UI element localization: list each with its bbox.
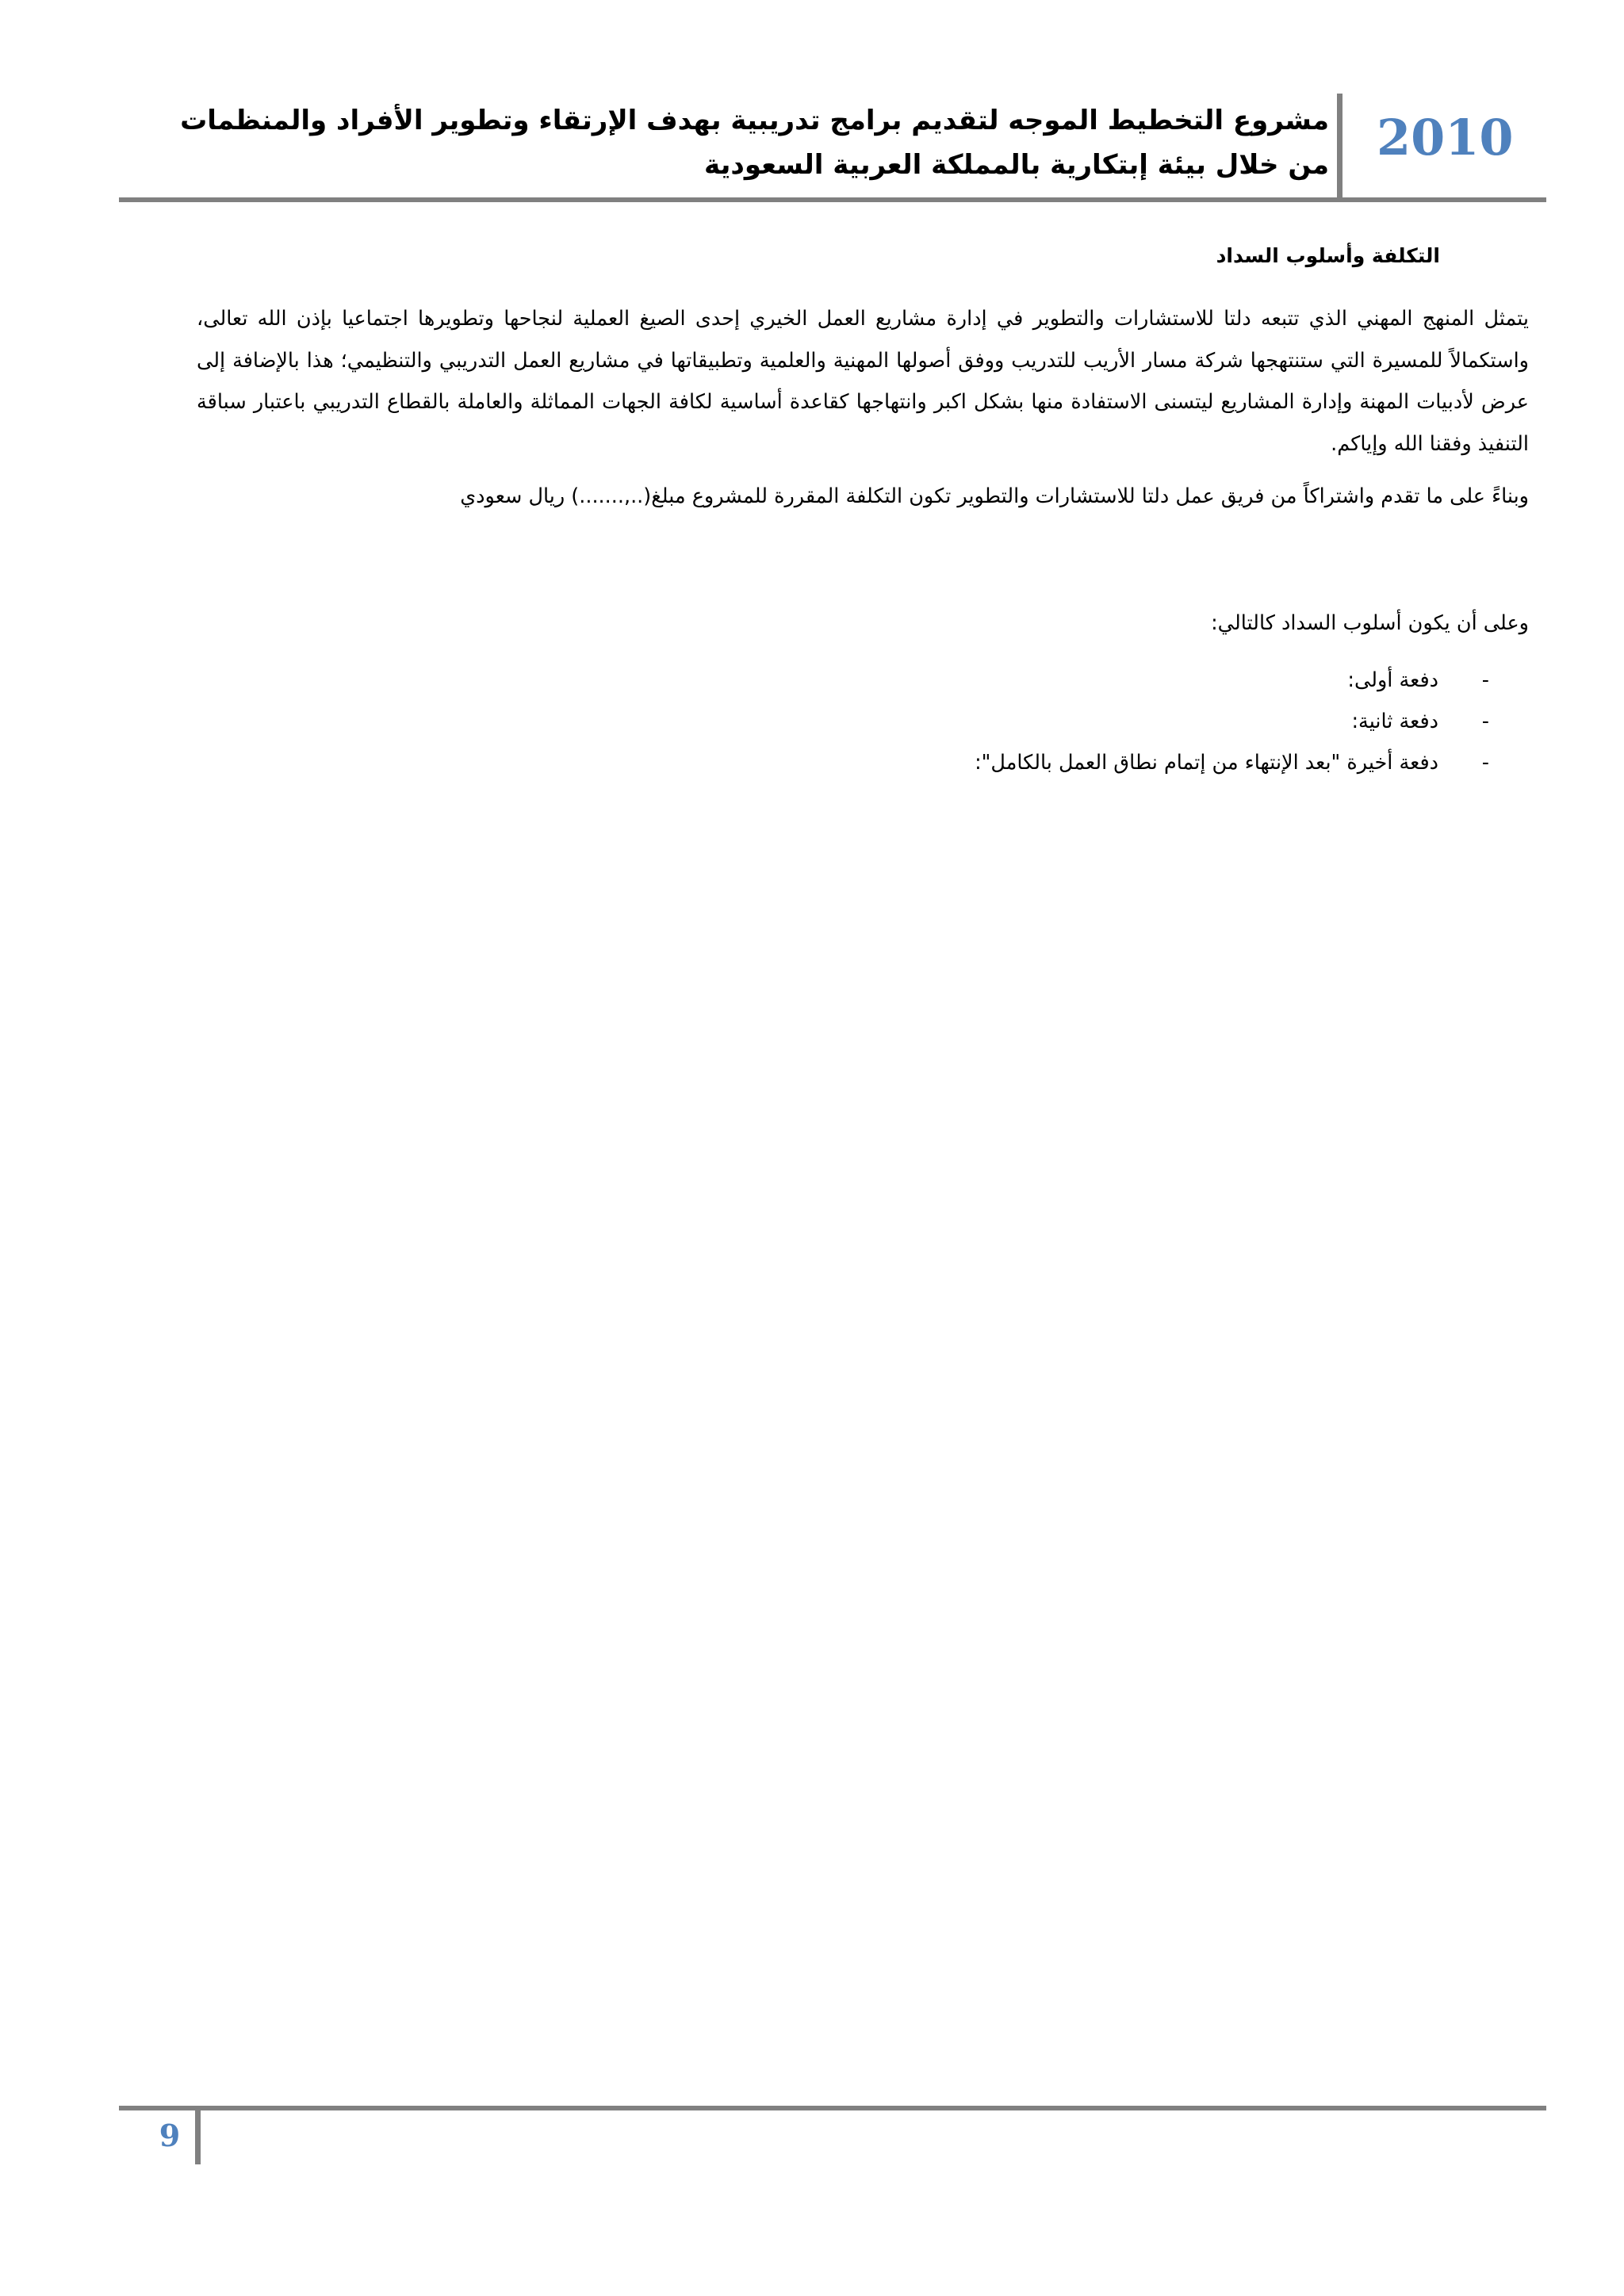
- header-divider: [119, 197, 1546, 202]
- list-dash: -: [1481, 668, 1489, 692]
- footer-divider: [119, 2106, 1546, 2110]
- list-dash: -: [1481, 751, 1489, 775]
- document-title: مشروع التخطيط الموجه لتقديم برامج تدريبية بهدف الإرتقاء وتطوير الأفراد والمنظمات من خلال بيئة إبتكارية بالمملكة العربية السعودية: [180, 105, 1329, 181]
- payment-label: دفعة ثانية:: [1351, 710, 1438, 733]
- list-item: [197, 742, 1489, 783]
- header-year: 2010: [1377, 109, 1514, 166]
- page-number: 9: [159, 2118, 181, 2153]
- header-vertical-divider: [1337, 94, 1342, 201]
- section-heading: التكلفة وأسلوب السداد: [1216, 244, 1440, 267]
- cost-paragraph: وبناءً على ما تقدم واشتراكاً من فريق عمل دلتا للاستشارات والتطوير تكون التكلفة المقررة للمشروع مبلغ(..,.......) ريال سعودي: [460, 484, 1529, 508]
- list-item: [197, 660, 1489, 701]
- page-content: [197, 236, 1529, 783]
- footer-vertical-divider: [195, 2106, 201, 2164]
- payment-list: [197, 660, 1529, 783]
- payment-label: دفعة أخيرة "بعد الإنتهاء من إتمام نطاق العمل بالكامل":: [975, 751, 1438, 775]
- list-item: [197, 701, 1489, 742]
- payment-label: دفعة أولى:: [1347, 668, 1438, 692]
- list-dash: -: [1481, 710, 1489, 733]
- intro-paragraph: يتمثل المنهج المهني الذي تتبعه دلتا للاستشارات والتطوير في إدارة مشاريع العمل الخيري إحدى الصيغ العملية لنجاحها وتطويرها اجتماعيا بإذن الله تعالى، واستكمالاً للمسيرة التي ستنتهجها شركة مسار الأريب للتدريب ووفق أصولها المهنية والعلمية وتطبيقاتها في مشاريع العمل التدريبي والتنظيمي؛ هذا بالإضافة إلى عرض لأدبيات المهنة وإدارة المشاريع ليتسنى الاستفادة منها بشكل اكبر وانتهاجها كقاعدة أساسية لكافة الجهات المماثلة والعاملة بالقطاع التدريبي باعتبار سباقة التنفيذ وفقنا الله وإياكم.: [197, 307, 1529, 456]
- payment-method-lead: وعلى أن يكون أسلوب السداد كالتالي:: [1211, 611, 1529, 635]
